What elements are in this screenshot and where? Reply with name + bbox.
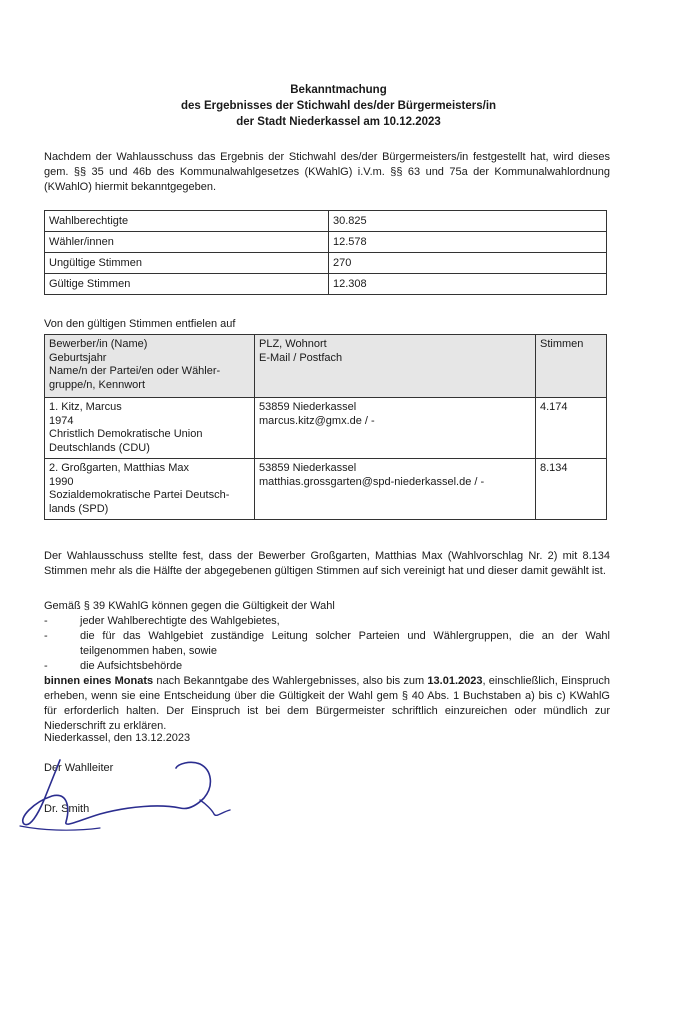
candidate-info: 1. Kitz, Marcus 1974 Christlich Demokratische Union Deutschlands (CDU) [45,398,255,459]
header-votes: Stimmen [536,335,607,398]
list-dash: - [44,630,48,642]
candidate-votes: 4.174 [536,398,607,459]
candidate-address: 53859 Niederkassel matthias.grossgarten@spd-niederkassel.de / - [255,459,536,520]
heading-line-3: der Stadt Niederkassel am 10.12.2023 [236,116,441,128]
objection-list-item: - jeder Wahlberechtigte des Wahlgebietes, [44,615,280,627]
stats-row [45,274,607,295]
objection-list-item: - die für das Wahlgebiet zuständige Leitung solcher Parteien und Wählergruppen, die an der Wahl teilgenommen haben, sowie [44,630,610,657]
header-address: PLZ, Wohnort E-Mail / Postfach [255,335,536,398]
result-paragraph: Der Wahlausschuss stellte fest, dass der Bewerber Großgarten, Matthias Max (Wahlvorschlag Nr. 2) mit 8.134 Stimmen mehr als die Hälfte der abgegebenen gültigen Stimmen auf sich vereinigt hat und dieser damit gewählt ist. [44,550,610,577]
stats-value: 12.578 [329,232,607,253]
candidate-row [45,459,607,520]
candidate-info: 2. Großgarten, Matthias Max 1990 Sozialdemokratische Partei Deutsch- lands (SPD) [45,459,255,520]
stats-label: Wahlberechtigte [45,211,329,232]
stats-value: 270 [329,253,607,274]
candidates-table [44,334,607,520]
intro-paragraph: Nachdem der Wahlausschuss das Ergebnis der Stichwahl des/der Bürgermeisters/in festgestellt hat, wird dieses gem. §§ 35 und 46b des Kommunalwahlgesetzes (KWahlG) i.V.m. §§ 63 und 75a der Kommunalwahlordnung (KWahlO) hiermit bekanntgegeben. [44,151,610,193]
document-heading [0,82,677,130]
objection-list-item: - die Aufsichtsbehörde [44,660,183,672]
objection-lead: Gemäß § 39 KWahlG können gegen die Gültigkeit der Wahl [44,600,335,612]
candidate-row [45,398,607,459]
stats-label: Ungültige Stimmen [45,253,329,274]
votes-intro: Von den gültigen Stimmen entfielen auf [44,318,236,330]
objection-deadline-text: binnen eines Monats nach Bekanntgabe des Wahlergebnisses, also bis zum 13.01.2023, einschließlich, Einspruch erheben, wenn sie eine Entscheidung über die Gültigkeit der Wahl gem § 40 Abs. 1 Buchstaben a) bis c) KWahlG für erforderlich halten. Der Einspruch ist bei dem Bürgermeister schriftlich einzureichen oder mündlich zur Niederschrift zu erklären. [44,675,610,732]
stats-row [45,253,607,274]
handwritten-signature [0,740,677,840]
stats-row [45,232,607,253]
objection-section [44,599,610,734]
election-stats-table [44,210,607,295]
list-dash: - [44,660,48,672]
heading-line-2: des Ergebnisses der Stichwahl des/der Bürgermeisters/in [180,100,497,112]
list-dash: - [44,615,48,627]
signer-name: Dr. Smith [44,803,90,815]
heading-line-1: Bekanntmachung [290,84,387,96]
stats-row [45,211,607,232]
stats-value: 12.308 [329,274,607,295]
header-candidate: Bewerber/in (Name) Geburtsjahr Name/n der Partei/en oder Wähler- gruppe/n, Kennwort [45,335,255,398]
signature-stroke [20,826,100,830]
stats-label: Gültige Stimmen [45,274,329,295]
signer-role: Der Wahlleiter [44,762,114,774]
stats-label: Wähler/innen [45,232,329,253]
candidates-header-row [45,335,607,398]
stats-value: 30.825 [329,211,607,232]
place-date: Niederkassel, den 13.12.2023 [44,732,191,744]
signature-stroke [23,760,211,825]
candidate-address: 53859 Niederkassel marcus.kitz@gmx.de / - [255,398,536,459]
candidate-votes: 8.134 [536,459,607,520]
signature-stroke [200,800,230,815]
